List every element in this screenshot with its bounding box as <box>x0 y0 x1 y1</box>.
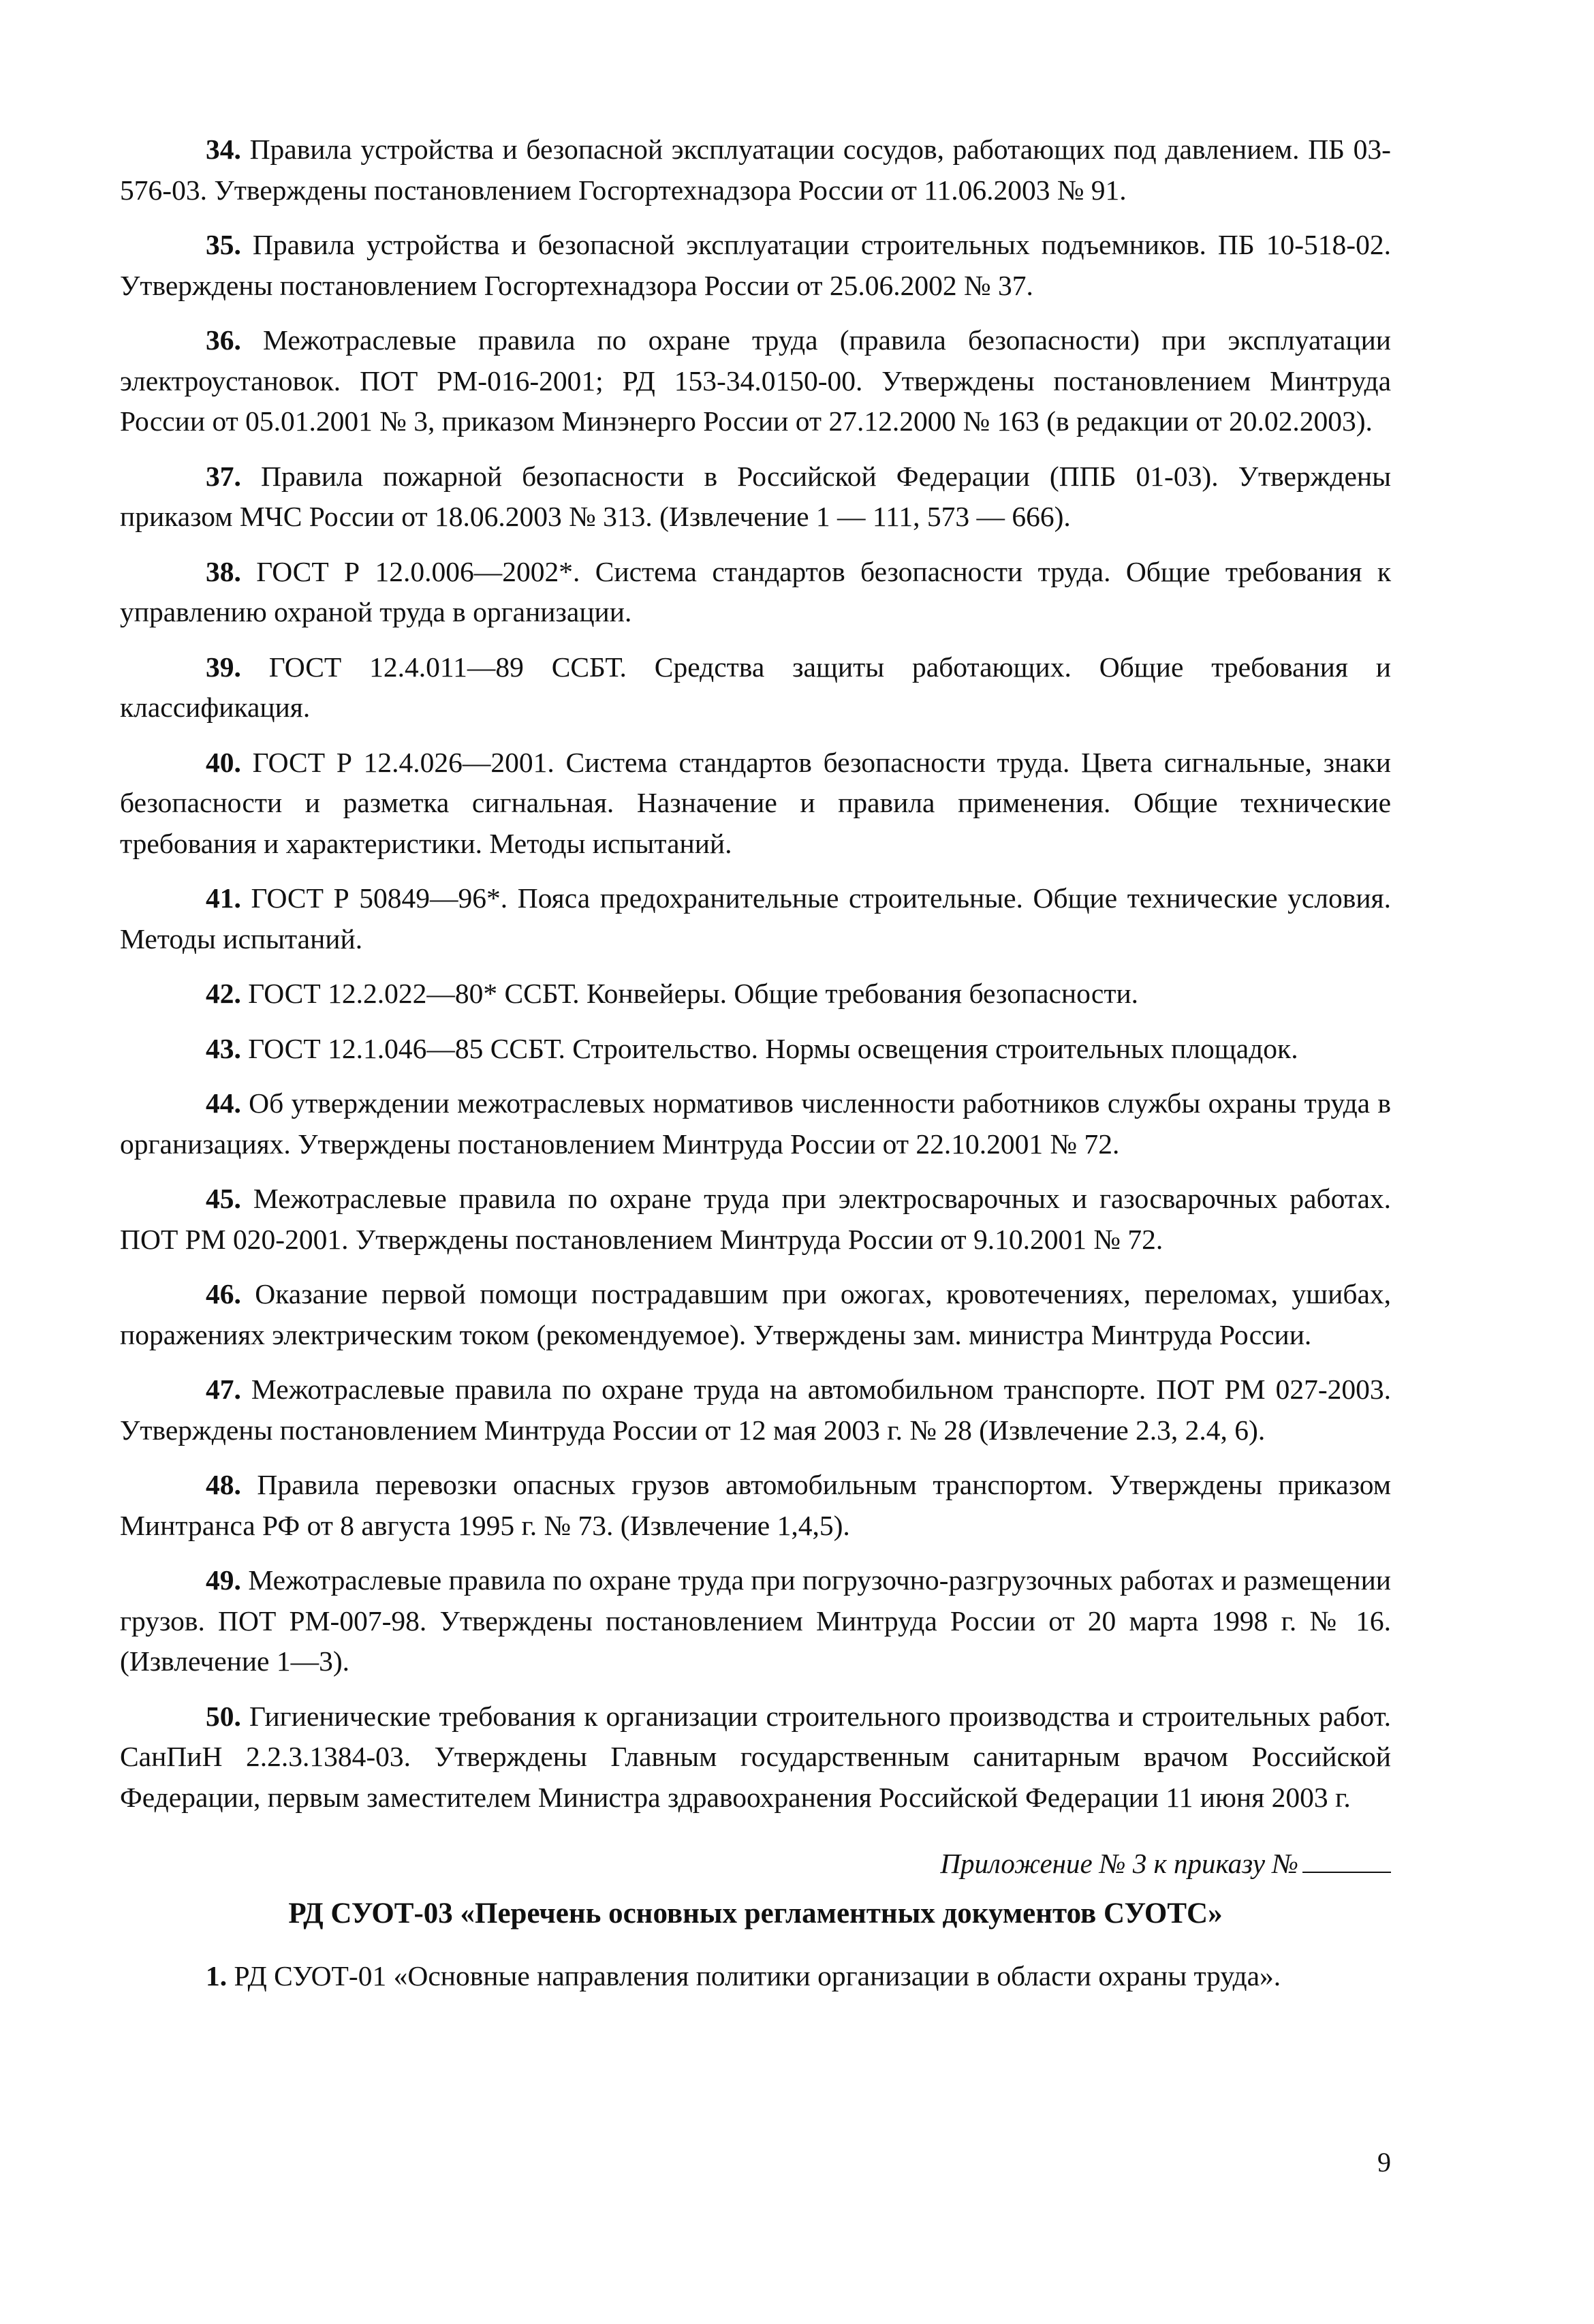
item-number: 35. <box>206 229 241 260</box>
list-item <box>120 743 1391 865</box>
item-number: 44. <box>206 1087 241 1119</box>
item-number: 45. <box>206 1183 241 1214</box>
item-text: ГОСТ Р 12.4.026—2001. Система стандартов безопасности труда. Цвета сигнальные, знаки безопасности и разметка сигнальная. Назначение и правила применения. Общие технические требования и характеристики. Методы испытаний. <box>120 746 1392 859</box>
list-item <box>120 320 1391 442</box>
item-number: 50. <box>206 1700 241 1732</box>
item-text: ГОСТ 12.1.046—85 ССБТ. Строительство. Нормы освещения строительных площадок. <box>248 1032 1298 1064</box>
item-text: Правила перевозки опасных грузов автомобильным транспортом. Утверждены приказом Минтранса РФ от 8 августа 1995 г. № 73. (Извлечение 1,4,5). <box>120 1469 1391 1541</box>
reference-list <box>120 129 1391 1818</box>
item-text: ГОСТ Р 12.0.006—2002*. Система стандартов безопасности труда. Общие требования к управлению охраной труда в организации. <box>120 555 1392 628</box>
item-number: 36. <box>206 324 241 356</box>
list-item <box>120 456 1391 538</box>
list-item <box>120 129 1391 211</box>
item-text: ГОСТ 12.2.022—80* ССБТ. Конвейеры. Общие требования безопасности. <box>248 978 1139 1009</box>
appendix-note-text: Приложение № 3 к приказу № <box>940 1848 1298 1879</box>
document-page <box>120 129 1391 2011</box>
list-item <box>120 1369 1391 1451</box>
item-number: 49. <box>206 1564 241 1596</box>
item-number: 47. <box>206 1374 241 1405</box>
list-item <box>120 1465 1391 1546</box>
item-text: Правила пожарной безопасности в Российской Федерации (ППБ 01-03). Утверждены приказом МЧС России от 18.06.2003 № 313. (Извлечение 1 — 111, 573 — 666). <box>120 460 1392 532</box>
section-list <box>120 1956 1391 1997</box>
list-item <box>120 1179 1391 1260</box>
item-text: Гигиенические требования к организации строительного производства и строительных работ. СанПиН 2.2.3.1384-03. Утверждены Главным государственным санитарным врачом Российской Федерации, первым заместителем Министра здравоохранения Российской Федерации 11 июня 2003 г. <box>120 1700 1392 1813</box>
item-number: 37. <box>206 460 241 492</box>
list-item <box>120 552 1391 633</box>
item-text: Правила устройства и безопасной эксплуатации строительных подъемников. ПБ 10-518-02. Утверждены постановлением Госгортехнадзора России от 25.06.2002 № 37. <box>120 229 1391 301</box>
item-text: ГОСТ Р 50849—96*. Пояса предохранительные строительные. Общие технические условия. Методы испытаний. <box>120 882 1392 955</box>
item-number: 46. <box>206 1278 241 1310</box>
section-heading: РД СУОТ-03 «Перечень основных регламентных документов СУОТС» <box>288 1897 1223 1930</box>
item-text: Межотраслевые правила по охране труда (правила безопасности) при эксплуатации электроустановок. ПОТ РМ-016-2001; РД 153-34.0150-00. Утверждены постановлением Минтруда России от 05.01.2001 № 3, приказом Минэнерго России от 27.12.2000 № 163 (в редакции от 20.02.2003). <box>120 324 1392 437</box>
list-item <box>120 647 1391 728</box>
appendix-note <box>120 1844 1391 1884</box>
item-number: 40. <box>206 746 241 778</box>
item-number: 38. <box>206 555 241 587</box>
list-item <box>120 225 1391 306</box>
list-item <box>120 1274 1391 1355</box>
list-item <box>120 878 1391 959</box>
list-item <box>120 1560 1391 1682</box>
appendix-number-blank <box>1302 1848 1391 1873</box>
item-number: 42. <box>206 978 241 1009</box>
item-number: 39. <box>206 651 241 683</box>
item-number: 43. <box>206 1032 241 1064</box>
page-number: 9 <box>1377 2147 1391 2178</box>
list-item <box>120 1696 1391 1818</box>
item-text: Об утверждении межотраслевых нормативов численности работников службы охраны труда в организациях. Утверждены постановлением Минтруда России от 22.10.2001 № 72. <box>120 1087 1391 1160</box>
list-item <box>120 1083 1391 1164</box>
item-number: 48. <box>206 1469 241 1500</box>
item-text: ГОСТ 12.4.011—89 ССБТ. Средства защиты работающих. Общие требования и классификация. <box>120 651 1392 723</box>
list-item <box>120 1029 1391 1070</box>
list-item <box>120 1956 1391 1997</box>
item-text: Межотраслевые правила по охране труда при погрузочно-разгрузочных работах и размещении грузов. ПОТ РМ-007-98. Утверждены постановлением Минтруда России от 20 марта 1998 г. № 16. (Извлечение 1—3). <box>120 1564 1391 1677</box>
item-text: Правила устройства и безопасной эксплуатации сосудов, работающих под давлением. ПБ 03-576-03. Утверждены постановлением Госгортехнадзора России от 11.06.2003 № 91. <box>120 134 1392 206</box>
item-text: Межотраслевые правила по охране труда при электросварочных и газосварочных работах. ПОТ РМ 020-2001. Утверждены постановлением Минтруда России от 9.10.2001 № 72. <box>120 1183 1392 1255</box>
list-item <box>120 974 1391 1014</box>
item-number: 1. <box>206 1960 228 1992</box>
item-text: РД СУОТ-01 «Основные направления политики организации в области охраны труда». <box>234 1960 1281 1992</box>
item-number: 41. <box>206 882 241 914</box>
item-number: 34. <box>206 134 241 165</box>
item-text: Оказание первой помощи пострадавшим при ожогах, кровотечениях, переломах, ушибах, поражениях электрическим током (рекомендуемое). Утверждены зам. министра Минтруда России. <box>120 1278 1392 1350</box>
item-text: Межотраслевые правила по охране труда на автомобильном транспорте. ПОТ РМ 027-2003. Утверждены постановлением Минтруда России от 12 мая 2003 г. № 28 (Извлечение 2.3, 2.4, 6). <box>120 1374 1392 1446</box>
